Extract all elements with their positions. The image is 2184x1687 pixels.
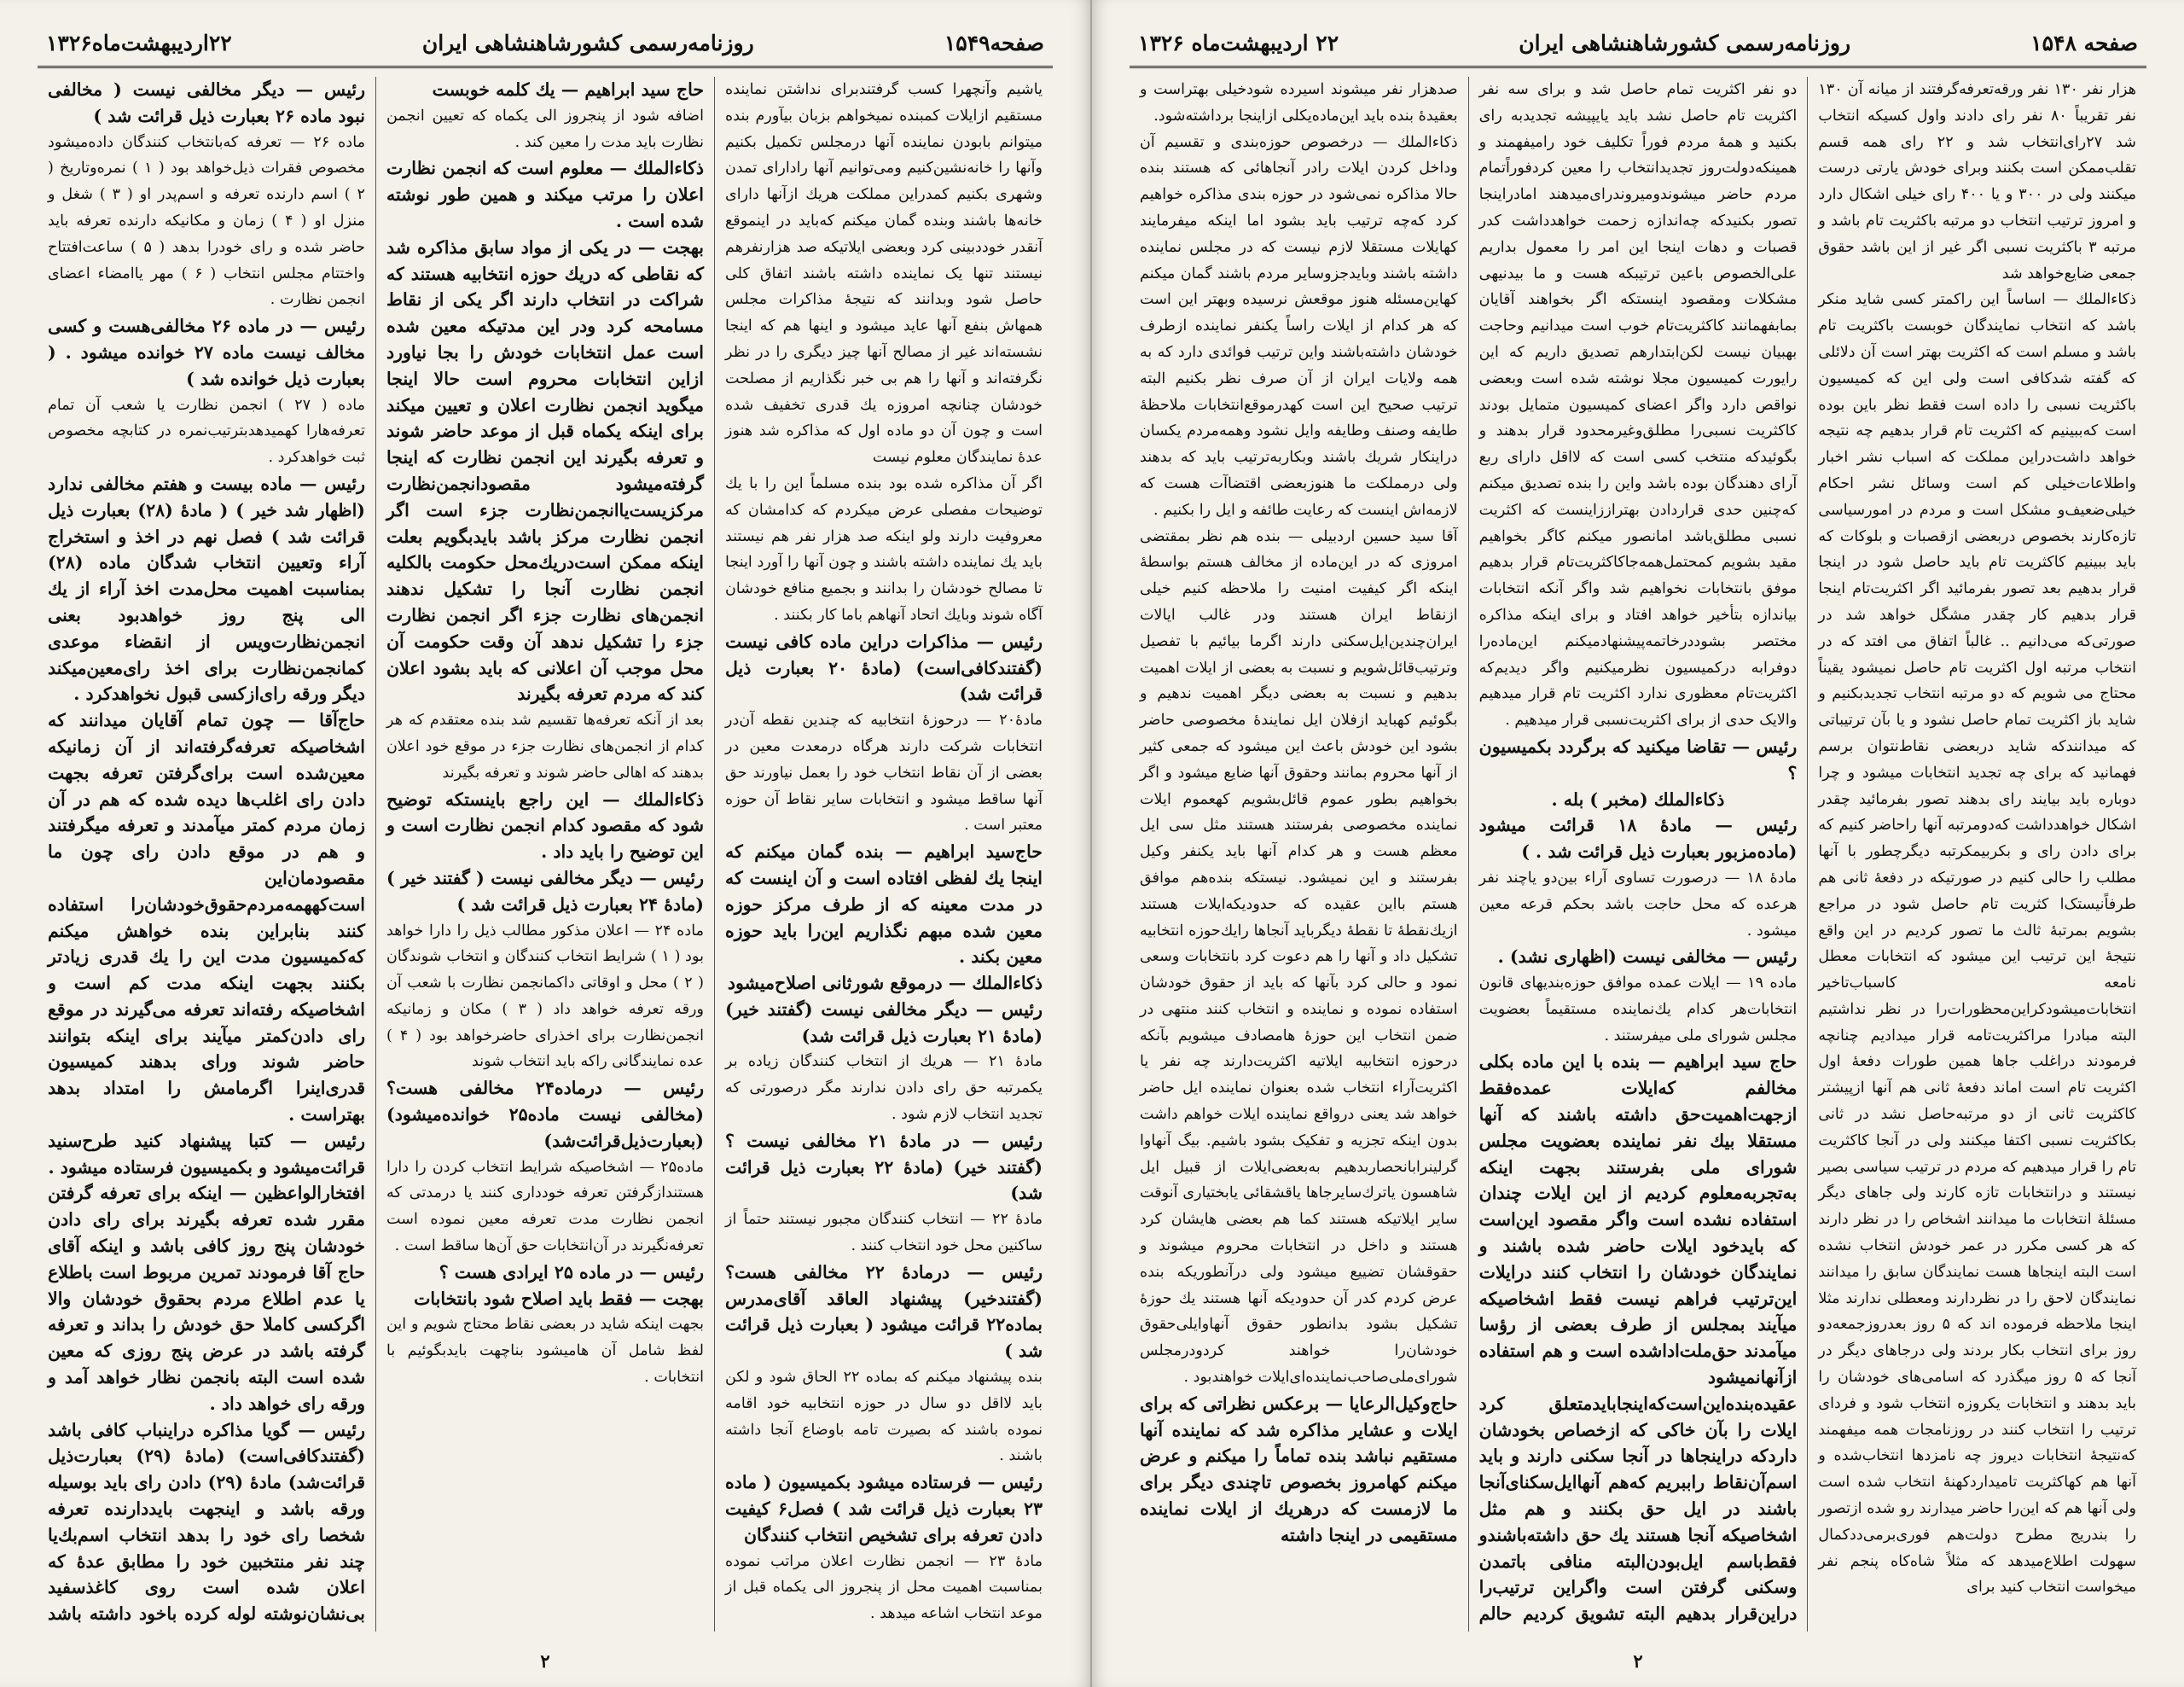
speaker-paragraph: حاج‌سید ابراهیم — بنده گمان میکنم که اینجا یك لفظی افتاده است و آن اینست که در مدت معینه که از طرف مرکز حوزه معین شده مبهم نگذاریم این‌را باید حوزه معین بکند . xyxy=(725,841,1043,968)
text-paragraph: ذکاءالملك — اساساً این راکمتر کسی شاید منکر باشد که انتخاب نمایندگان خوبست باکثریت تام باشد و مسلم است که اکثریت بهتر است آن دلائلی که گفته شدکافی است ولی این که کمیسیون باکثریت نسبی را داده است فقط نظر باین بوده است که‌ببینیم که اکثریت تام قرار بدهیم چه نتیجه خواهد داشت‌دراین مملکت که اسباب نشر اخبار واطلاعات‌خیلی کم است وسائل نشر احکام خیلی‌ضعیف‌و مشکل است و مردم در امورسیاسی تازه‌کار‌ند بخصوص دربعضی ازقصبات و بلوکات که باید ببینیم کاکثریت تام باید حاصل شود در اینجا قرار بدهیم بعد تصور بفرمائید اگر اکثریت‌تام اینجا قرار بدهیم کار چقدر مشگل خواهد شد در صورتی‌که می‌دانیم .. غالباً اتفاق می افتد که در انتخاب مرتبه اول اکثریت تام حاصل نمیشود یقیناً محتاج می شویم که دو مرتبه انتخاب تجدیدبکنیم و شاید باز اکثریت تمام حاصل نشود و یا بآن ترتیباتی که میدانندکه شاید دربعضی نقاط‌نتوان برسم فهمانید که برای چه تجدید انتخابات میشود و چرا دوباره باید بیایند رای بدهند تصور بفرمائید چقدر اشکال خواهدداشت که‌دومرتبه آنها راحاضر کنیم که برای دادن رای و بکربیمکرتبه دیگرچطور با آنها مطلب را حالی کنیم در صورتیکه در دفعهٔ ثانی هم طرفاً‌نیستک‌ا کثریت تام حاصل شود در مراجع بشویم بمرتبهٔ ثالث ما تصور کردیم در این واقع نتیجهٔ این ترتیب این میشود که انتخابات معطل نامعه کاسباب‌تاخیر انتخابات‌میشود‌کراین‌محظورات‌را در نظر نداشتیم البته مبادرا مراکثریت‌تامه قرار میدادیم چنانچه فرمودند دراغلب جاها همین طورات دفعهٔ اول اکثریت تام است اماند دفعهٔ ثانی هم آنها ازپیشتر کاکثریت ثانی از دو مرتبه‌حاصل نشد در ثانی بکاکثریت نسبی اکتفا میکنند ولی در آنجا کاکثریت تام را قرار میدهیم که مردم در ترتیب سیاسی بصیر نیستند و درانتخابات تازه کارند ولی جاهای دیگر مسئلهٔ انتخابات ما میدانند اشخاص را در نظر دارند که هر کسی مکرر در عمر خودش انتخاب نشده است البته اینجاها هست نمایندگان سابق‌ را میدانند نمایندگان لاحق را در نظردارند ومعطلی ندارند مثلا اینجا ملاحظه فرموده اند که ۵ روز بعدروزجمعه‌دو روز برای انتخاب بکار بردند ولی درجاهای دیگر در آنجا که ۵ روز میگذرد که اسامی‌ها‌ی خودشان را باید بدهند و انتخابات یکروزه انتخاب شود و فردای ترتیب را انتخاب کنند در روزنامجات همه میفهمند که‌نتیجهٔ انتخابات دیروز چه نامزدها انتخاب‌شده‌ و آنها هم کهاکثریت تامیدارد‌کهنهٔ انتخاب شده است ولی آنها هم که‌ این‌را حاضر میدارند رو شده ازتصور را بندریج مطرح دولت‌هم فوری‌برمی‌دد‌کمال سهولت‌ اطلاع‌میدهد که مثلاً شاه‌کاه‌ پنجم‌ نفر میخواست‌ انتخاب کنید‌ برای xyxy=(1818,291,2137,1597)
text-paragraph: ماده۲۵ — اشخاصیکه شرایط انتخاب کردن را دارا هستند‌ازگرفتن تعرفه خودداری کنند یا درمدتی که انجمن نظارت مدت تعرفه معین نموده است تعرفه‌نگیرند در آن‌انتخابات حق آن‌ها ساقط است . xyxy=(386,1158,704,1255)
page-number: صفحه ۱۵۴۸ xyxy=(2030,31,2138,55)
speaker-paragraph: ذکاءالملك — درموقع شورثانی اصلاح‌میشود xyxy=(727,973,1043,994)
text-paragraph: ماده ( ۲۷ ) انجمن نظارت یا شعب آن تمام تعرفه‌هارا کهمیدهدبترتیب‌نمره در کتابچه مخصوص ثبت خواهدکرد . xyxy=(48,396,366,467)
speaker-paragraph: رئیس — در ماده ۲۶ مخالفی‌هست و کسی مخالف نیست ماده ۲۷ خوانده میشود . ( بعبارت ذیل خوانده شد ) xyxy=(48,316,365,389)
page-number: صفحه۱۵۴۹ xyxy=(944,31,1044,55)
column xyxy=(1808,77,2146,1632)
speaker-paragraph: رئیس — مادهٔ ۱۸ قرائت میشود (ماده‌مزبور بعبارت ذیل قرائت شد . ) xyxy=(1478,815,1798,863)
text-paragraph: بجهت اینکه شاید در بعضی نقاط محتاج شویم و این لفظ شامل آن هامیشود بناچهت بایدبگوئیم با انتخابات . xyxy=(386,1316,704,1387)
text-paragraph: ذکاءالملك — درخصوص حوزه‌بندی و تقسیم آن وداخل کردن ایلات رادر آنجاهائی که هستند بنده حالا مذاکره نمی‌شود در حوزه بندی مذاکره خواهیم کرد که‌چه ترتیب باید بشود اما اینکه میفرمایند کهایلات مستقلا لازم نیست که در مجلس نماینده داشته باشند وبایدجزوسایر مردم باشند گمان میکنم کهاین‌مسئله هنوز موقعش نرسیده وبهتر این است که هر کدام از ایلات راساً یکنفر نماینده ازطرف خودشان داشته‌باشند واین ترتیب فوائدی دارد که به همه ولایات ایران از آن صرف نظر بکنیم البته ترتیب صحیح این است کهدرموقع‌انتخابات ملاحظهٔ طایفه وصنف وطایفه وایل نشود وهمه‌مردم یکسان دراینکار شریك باشند وبکاربه‌ترتیب باید که بدهند ولی درمملکت ما هنوزبعضی اقتضاآت هست که لازمه‌اش اینست که رعایت طائفه و ایل را بکنیم . xyxy=(1139,133,1458,519)
speaker-paragraph: رئیس — مذاکرات دراین ماده کافی نیست (گفتندکافی‌است) (مادهٔ ۲۰ بعبارت ذیل قرائت شد) xyxy=(725,631,1043,705)
text-paragraph: یاشیم وآنچهرا کسب گرفتندبرای نداشتن نماینده مستقیم ازایلات کمبنده نمیخواهم بزبان بیآورم بنده میتوانم بابودن نماینده آنها درمجلس تکمیل بکنیم وآنها را خانه‌نشین‌کنیم ومی‌توانیم آنها رادارای تمدن وشهری بکنیم کمدراین مملکت هریك ازآنها دارای خانه‌ها باشند وبنده گمان میکنم که‌باید در اینموقع آنقدر خوددبینی کرد وبعضی ایلاتیکه صد هزارنفرهم نیستند تنها یک نماینده داشته باشند اتفاق کلی حاصل شود وبدانند که نتیجهٔ مذاکرات مجلس همهاش بنفع آنها عاید میشود و اینها هم که اینجا نشسته‌اند غیر از مصالح آنها چیز دیگری را در نظر نگرفته‌اند و آنها را هم بی خبر نگذاریم از مصلحت خودشان چنانچه امروزه یك قدری تخفیف شده است و چون آن دو ماده اول که مذاکره شد هنوز عدهٔ نمایندگان معلوم نیست xyxy=(725,81,1043,467)
speaker-paragraph: رئیس — دیگر مخالفی نیست (گفتند خیر) (مادهٔ ۲۱ بعبارت ذیل قرائت شد) xyxy=(725,998,1043,1046)
masthead-title: روزنامه‌رسمی کشورشاهنشاهی ایران xyxy=(1519,31,1851,55)
speaker-paragraph: حاج‌وکیل‌الرعایا — برعکس نظراتی که برای ایلات و عشایر مذاکره شد که نماینده آنها مستقیم نباشد بنده تماماً را میکنم و عرض میکنم کهامروز بخصوص تاچندی دیگر برای ما لازمست که درهریك از ایلات نماینده مستقیمی در اینجا داشته xyxy=(1139,1393,1458,1545)
speaker-paragraph: رئیس — ماده بیست و هفتم مخالفی ندارد (اظهار شد خیر ) ( مادهٔ (۲۸) بعبارت ذیل قرائت شد ) فصل نهم در اخذ و استخراج آراء وتعیین انتخاب شدگان ماده (۲۸) بمناسبت اهمیت محل‌مدت اخذ آراء از یك الی پنج روز خواهدبود بعنی انجمن‌نظارت‌ویس از انقضاء موعدی کمانجمن‌نظارت برای اخذ رای‌معین‌میکند دیگر ورقه رای‌ازکسی قبول نخواهدکرد . xyxy=(48,473,365,705)
text-paragraph: مادهٔ ۲۲ — انتخاب کنندگان مجبور نیستند حتماً از ساکنین محل خود انتخاب کنند . xyxy=(725,1211,1043,1255)
text-paragraph: هزار نفر ۱۳۰ نفر ورقه‌تعرفه‌گرفتند از میانه آن ۱۳۰ نفر تقریباً ۸۰ نفر رای دادند واول کسیکه انتخاب شد ۲۷رای‌انتخاب شد و ۲۲ رای همه قسم تقلب‌ممکن است بکنند وبرای خودش یارتی درست میکنند ولی در ۳۰۰ و یا ۴۰۰ رای خیلی اشکال دارد و امروز ترتیب انتخاب دو مرتبه باکثریت تام باشد و مرتبه ۳ باکثریت نسبی اگر غیر از این باشد حقوق جمعی ضایع‌خواهد شد xyxy=(1818,81,2137,282)
speaker-paragraph: رئیس — گویا مذاکره دراینباب کافی باشد (گفتندکافی‌است) (مادهٔ (۲۹) بعبارت‌ذیل قرائت‌شد) مادهٔ (۲۹) دادن رای باید بوسیله ورقه باشد و اینجهت بایددارنده تعرفه شخصا رای خود را بدهد انتخاب اسم‌بك‌یا چند نفر منتخبین خود را مطابق عدهٔ که اعلان شده است روی کاغذسفید بی‌نشان‌نوشته لوله کرده باخود داشته باشد xyxy=(48,1419,366,1625)
speaker-paragraph: رئیس — در ماده ۲۵ ایرادی هست ؟ xyxy=(439,1261,704,1283)
page-right xyxy=(1092,0,2184,1687)
column xyxy=(715,77,1053,1632)
text-paragraph: مادهٔ ۱۸ — درصورت تساوی آراء بین‌دو یاچند نفر هرعده که محل حاجت باشد بحکم قرعه معین میشود . xyxy=(1478,869,1798,939)
speaker-paragraph: حاج سید ابراهیم — بنده با این ماده بکلی مخالفم که‌ایلات عمده‌فقط ازجهت‌اهمیت‌حق داشته باشند که آنها مستقلا بیك نفر نماینده بعضویت مجلس شورای ملی بفرستند بجهت اینکه به‌تجربه‌معلوم کردیم از این ایلات‌ چندان استفاده نشده است واگر مقصود این‌است که بایدخود ایلات حاضر شده باشند و نمایندگان خودشان را انتخاب کنند درایلات این‌ترتیب فراهم نیست فقط اشخاصیکه‌ میآیند بمجلس از طرف بعضی از رؤسا میآمدند حق‌ملت‌ادا‌شده است و هم استفاده از‌آنها‌نمیشود عقیده‌بنده‌این‌است‌که‌اینجابایدمتعلق کرد ایلات را بآن خاکی که ازخصاص بخودشان دارد‌که دراینجاها‌‌ در آنجا سکنی‌ دارند و باید اسم‌آن‌نقاط را‌ببریم که‌هم آنهاایل‌سکنای‌آنجا باشند در ایل حق بکنند و هم‌ مثل اشخاصیکه آنجا هستند یك حق داشته‌باشندو فقط‌باسم ایل‌بودن‌البته منافی باتمدن وسکنی گرفتن است واگراین‌ ترتیب‌را دراین‌قرار بدهیم البته تشویق کردیم حالم xyxy=(1478,1051,1798,1625)
speaker-paragraph: بهجت — فقط باید اصلاح شود بانتخابات xyxy=(414,1288,704,1309)
text-paragraph: بعد از آنکه تعرفه‌ها تقسیم شد بنده معتقدم که هر کدام از انجمن‌های نظارت جزء در موقع خود اعلان بدهند که اهالی حاضر شوند و تعرفه بگیرند xyxy=(386,712,704,782)
text-paragraph: بنده پیشنهاد میکنم که بماده ۲۲ الحاق شود و لکن باید لااقل دو سال در حوزه انتخابیه خود اقامه نموده باشند که بصیرت تامه باوضاع آنجا داشته باشند . xyxy=(725,1369,1043,1465)
text-paragraph: دو نفر اکثریت تمام حاصل شد و برای سه نفر اکثریت تام حاصل نشد باید یایپیشه تجدیدبه رای بکنید و همهٔ مردم فوراً تکلیف خود رامیفهمند و همینکه‌دولت‌روز تجدیدانتخاب را معین کردفوراًتمام مردم حاضر میشوندومیروندرای‌میدهند امادراینجا تصور بکنیدکه چه‌اندازه زحمت خواهدداشت کدر قصبات و دهات اینجا این امر را معمول بداریم علی‌الخصوص باعین ترتیبکه هست و ما بیدنیهی مشکلات ومقصود اینستکه اگر بخواهند آقایان بمابفهمانند کاکثریت‌تام خوب است میدانیم وحاجت بهبیان نیست لکن‌ابتدارهم تصدیق داریم که‌ این رایورت کمیسیون مجلا نوشته شده است وبعضی نواقص دارد واگر اعضای کمیسیون متمایل بودند کاکثریت نسبی‌را مطلق‌وغیرمحدود قرار بدهند و بگوئیدکه منتخب‌ کسی است که‌ لااقل دارای ربع آرای دهندگان بوده باشد واین را بنده تصدیق میکنم که‌چنین حدی قراردادن بهتراززاینست که اکثریت نسبی مطلق‌باشد امانصور میکنم کاگر بخواهیم مقید بشویم کمحتمل‌همه‌جاکاکثریت‌تام قرار بدهیم موفق بانتخابات نخواهیم شد واگر آنکه انتخابات بیاندازه‌ بتأخیر خواهد افتاد و برای اینکه مذاکره مختصر بشوددرخاتمه‌پیشنهادمیکنم این‌ماده‌را دوفرابه درکمیسیون نظرمیکنیم واگر دیدیم‌که اکثریت‌تام معظوری ندارد اکثریت تام قرار میدهیم والایک حدی‌ از برای اکثریت‌نسبی قرار میدهیم . xyxy=(1478,81,1798,730)
speaker-paragraph: افتخارالواعظین — اینکه برای تعرفه گرفتن مقرر شده تعرفه بگیرند برای رای دادن خودشان پنج روز کافی باشد و اینکه آقای حاج آقا فرمودند تمرین مربوط است باطلاع یا عدم اطلاع مردم بحقوق خودشان والا اگرکسی کاملا حق خودش را بداند و تعرفه گرفته باشد در عرض پنج روزی که معین شده است البته بانجمن نظار خواهد آمد و ورقه رای خواهد داد . xyxy=(48,1183,365,1414)
page-date: ۲۲اردیبهشت‌ماه۱۳۲۶ xyxy=(46,31,232,55)
speaker-paragraph: رئیس — در مادهٔ ۲۱ مخالفی نیست ؟ (گفتند خیر) (مادهٔ ۲۲ بعبارت ذیل قرائت شد) xyxy=(725,1130,1043,1204)
text-paragraph: مادهٔ ۲۳ — انجمن نظارت اعلان مراتب نموده بمناسبت اهمیت محل از پنجروز الی یکماه قبل از موعد انتخاب اشاعه میدهد . xyxy=(725,1552,1043,1623)
speaker-paragraph: رئیس — دیگر مخالفی نیست ( مخالفی نبود ماده ۲۶ بعبارت ذیل قرائت شد ) xyxy=(48,79,365,126)
speaker-paragraph: رئیس — درماده۲۴ مخالفی هست؟(مخالفی نیست ماده۲۵ خوانده‌میشود) (بعبارت‌ذیل‌قرائت‌شد) xyxy=(386,1078,704,1151)
speaker-paragraph: حاج سید ابراهیم — یك کلمه خوبست xyxy=(432,79,704,100)
speaker-paragraph: رئیس — مخالفی نیست (اظهاری نشد) . xyxy=(1497,946,1798,968)
speaker-paragraph: رئیس — درمادهٔ ۲۲ مخالفی هست؟(گفتندخیر) پیشنهاد العاقد آقای‌مدرس بماده۲۲ قرائت میشود ( بعبارت ذیل قرائت شد ) xyxy=(725,1261,1043,1362)
speaker-paragraph: رئیس — دیگر مخالفی نیست ( گفتند خیر ) (مادهٔ ۲۴ بعبارت ذیل قرائت شد ) xyxy=(386,867,704,915)
text-paragraph: آقا سید حسین اردبیلی — بنده هم نظر بمقتضی امروزی که در این‌ماده از مخالف هستم بواسطهٔ اینکه اگر کیفیت امنیت را ملاحظه کنیم خیلی ازنقاط ایران هستند ودر غالب ایالات ایران‌چندین‌ایل‌سکنی دارند اگرما بیائیم با تفصیل وترتیب‌قائل‌شویم و نسبت به بعضی از ایلات اهمیت بدهیم و نسبت به بعضی دیگر اهمیت ندهیم و بگوئیم کهباید ازفلان ایل نمایندهٔ مخصوصی حاضر بشود این خودش باعث این میشود که جمعی کثیر از آنها محروم بمانند وحقوق آنها ضایع میشود و اگر بخواهیم بطور عموم قائل‌بشویم کهعموم ایلات نماینده مخصوصی بفرستند هستند مثل سی ایل معظم هست و هر کدام آنها باید یکنفر وکیل بفرستند و این نمیشود. نیستکه بنده‌هم موافق هستم بااین عقیده که حدودیکه‌ایلات هستند ازیك‌نقطهٔ تا نقطهٔ دیگرباید آنجاها رایك‌حوزه انتخابیه تشکیل داد و آنها را هم دعوت کرد بانتخابات وسعی نمود و حالی کرد بآنها که باید از حقوق خودشان استفاده نموده و نماینده و انتخاب کنند منتهی در ضمن انتخاب این حوزهٔ هامصادف میشویم بآنکه درحوزه انتخابیه ایلاتیه اکثریت‌دارند چه نفر یا اکثریت‌آراء انتخاب شده بعنوان نماینده ایل حاضر خواهد شد یعنی درواقع نماینده ایلات خواهم داشت بدون اینکه تجزیه و تفکیک بشود باشیم. بیگ آنهاوا گرلینرابانحصار‌بدهیم به‌بعضی‌ایلات از قبیل ایل شاهسون یاترك‌سایرجاها یاقشقائی یابختیاری آنوقت سایر ایلاتیکه هستند کما هم بعضی هایشان کرد هستند و داخل در انتخابات محروم میشوند و حقوقشان تضییع میشود ولی درآنطوریکه بنده عرض کردم کدر آن حدودیکه آنها هستند یك حوزهٔ تشکیل بشود بدانطور حقوق آنهاوایلی‌حقوق خودشان‌را خواهند کردودرمجلس شورای‌ملی‌صاحب‌نماینده‌ای‌ایلات خواهندبود . xyxy=(1139,527,1458,1387)
columns xyxy=(1130,77,2146,1632)
column xyxy=(376,77,715,1632)
text-paragraph: اضافه شود از پنجروز الی یکماه که تعیین انجمن نظارت باید مدت را معین کند . xyxy=(386,107,704,151)
page-header xyxy=(38,26,1053,68)
page-folio: ۲ xyxy=(1633,1650,1643,1672)
speaker-paragraph: حاج‌آقا — چون تمام آقایان میدانند که اشخاصیکه تعرفه‌گرفته‌اند از آن زمانیکه معین‌شده است برای‌گرفتن تعرفه بجهت دادن رای اغلب‌ها دیده شده که هم در آن زمان مردم کمتر میآمدند و تعرفه میگرفتند و هم در موقع دادن رای چون ما مقصودمان‌این است‌کههمه‌مردم‌حقوق‌خودشان‌را استفاده کنند بنابراین بنده خواهش میکنم که‌کمیسیون مدت این را یك قدری زیادتر بکنند بجهت اینکه مدت کم است و اشخاصیکه رفته‌اند تعرفه می‌گیرند در موقع رای دادن‌کمتر میآیند برای اینکه بتوانند حاضر شوند ورای بدهند کمیسیون قدری‌اینرا اگرمامش را امتداد بدهد بهتراست . xyxy=(48,710,365,1126)
page-header xyxy=(1130,26,2146,68)
masthead-title: روزنامه‌رسمی کشورشاهنشاهی ایران xyxy=(421,31,754,55)
text-paragraph: ماده ۲۶ — تعرفه که‌بانتخاب کنندگان داده‌میشود مخصوص فقرات ذیل‌خواهد بود ( ۱ ) نمره‌وتاریخ ( ۲ ) اسم دارنده تعرفه و اسم‌پدر او ( ۳ ) شغل و منزل او ( ۴ ) زمان و مکانیکه دارنده تعرفه باید حاضر شده و رای خودرا بدهد ( ۵ ) ساعت‌افتتاح واختتام مجلس انتخاب ( ۶ ) مهر یاامضاء اعضای انجمن نظارت . xyxy=(48,133,365,309)
text-paragraph: مادهٔ۲۰ — درحوزهٔ انتخابیه که چندین نقطه آن‌در انتخابات شرکت دارند هرگاه درمعدت معین در بعضی از آن نقاط انتخاب خود را بعمل نیاورند حق آنها ساقط میشود و انتخابات سایر نقاط آن حوزه معتبر است . xyxy=(725,712,1043,835)
text-paragraph: صدهزار نفر میشوند اسیرده شودخیلی بهتراست و بعقیدهٔ بنده باید این‌ماده‌یکلی ازاینجا برداشته‌شود. xyxy=(1139,81,1458,125)
text-paragraph: مادهٔ ۲۱ — هریك از انتخاب کنندگان زیاده بر یکمرتبه حق رای دادن ندارند مگر درصورتی که تجدید انتخاب لازم شود . xyxy=(725,1053,1043,1124)
page-date: ۲۲ اردیبهشت‌ماه ۱۳۲۶ xyxy=(1138,31,1339,55)
column xyxy=(1469,77,1809,1632)
speaker-paragraph: رئیس — فرستاده میشود بکمیسیون ( ماده ۲۳ بعبارت ذیل قرائت شد ) فصل۶ کیفیت دادن تعرفه برای تشخیص انتخاب کنندگان xyxy=(725,1472,1043,1545)
column xyxy=(1130,77,1469,1632)
text-paragraph: اگر آن مذاکره شده بود بنده مسلماً این را با یك توضیحات مفصلی عرض میکردم که کدامشان که معروفیت دارند ولو اینکه صد هزار نفر هم نیستند باید یك نماینده داشته باشند و چون آنها را آورد اینجا تا مصالح خودشان را بدانند و بجمیع منافع خودشان آگاه شوند وبایك اتحاد آنهاهم باما کار بکنند . xyxy=(725,474,1043,624)
speaker-paragraph: رئیس — کتبا پیشنهاد کنید طرح‌سنید قرائت‌میشود و بکمیسیون فرستاده میشود . xyxy=(48,1130,365,1178)
speaker-paragraph: ذکاءالملك — معلوم است که انجمن نظارت اعلان را مرتب میکند و همین طور نوشته شده است . xyxy=(386,158,704,231)
speaker-paragraph: ذکاءالملك — این راجع باینستکه توضیح شود که مقصود کدام انجمن نظارت است و این توضیح را باید داد . xyxy=(386,788,704,863)
text-paragraph: ماده ۱۹ — ایلات عمده موافق حوزه‌بندیهای قانون انتخابات‌هر کدام یك‌نماینده مستقیماً بعضویت مجلس شورای ملی میفرستند . xyxy=(1478,974,1798,1044)
speaker-paragraph: رئیس — تقاضا میکنید که برگردد بکمیسیون ؟ xyxy=(1478,736,1798,783)
speaker-paragraph: ذکاءالملك (مخبر ) بله . xyxy=(1551,788,1725,810)
text-paragraph: ماده ۲۴ — اعلان مذکور مطالب ذیل را دارا خواهد بود ( ۱ ) شرایط انتخاب کنندگان و انتخاب شوندگان ( ۲ ) محل و اوقاتی داکمانجمن نظارت با شعب آن ورقه تعرفه خواهد داد ( ۳ ) مکان و زمانیکه انجمن‌نظارت برای اخذرای حاضرخواهد بود ( ۴ ) عده نمایندگانی راکه باید انتخاب شوند xyxy=(386,922,704,1071)
speaker-paragraph: بهجت — در یکی از مواد سابق مذاکره شد که نقاطی که دریك حوزه انتخابیه هستند که شراکت در انتخاب دارند اگر یکی از نقاط مسامحه کرد ودر این مدتیکه معین شده است عمل انتخابات خودش را بجا نیاورد ازاین انتخابات محروم است حالا اینجا میگوید انجمن نظارت اعلان و تعیین میکند برای اینکه یکماه قبل از موعد حاضر شوند و تعرفه بگیرند این انجمن نظارت که اینجا گرفته‌میشود مقصودانجمن‌نظارت مرکزیست‌یاانجمن‌نظارت جزء است اگر انجمن نظارت مرکز باشد بایدبگویم بعلت اینکه ممکن است‌دریك‌محل حکومت بالکلیه انجمن نظارت آنجا را تشکیل ندهند انجمن‌های نظارت جزء اگر انجمن نظارت جزء را تشکیل ندهد آن وقت حکومت آن محل موجب آن اعلانی که باید بشود اعلان کند که مردم تعرفه بگیرند xyxy=(386,236,704,705)
columns xyxy=(38,77,1053,1632)
page-folio: ۲ xyxy=(540,1650,550,1672)
column xyxy=(38,77,376,1632)
